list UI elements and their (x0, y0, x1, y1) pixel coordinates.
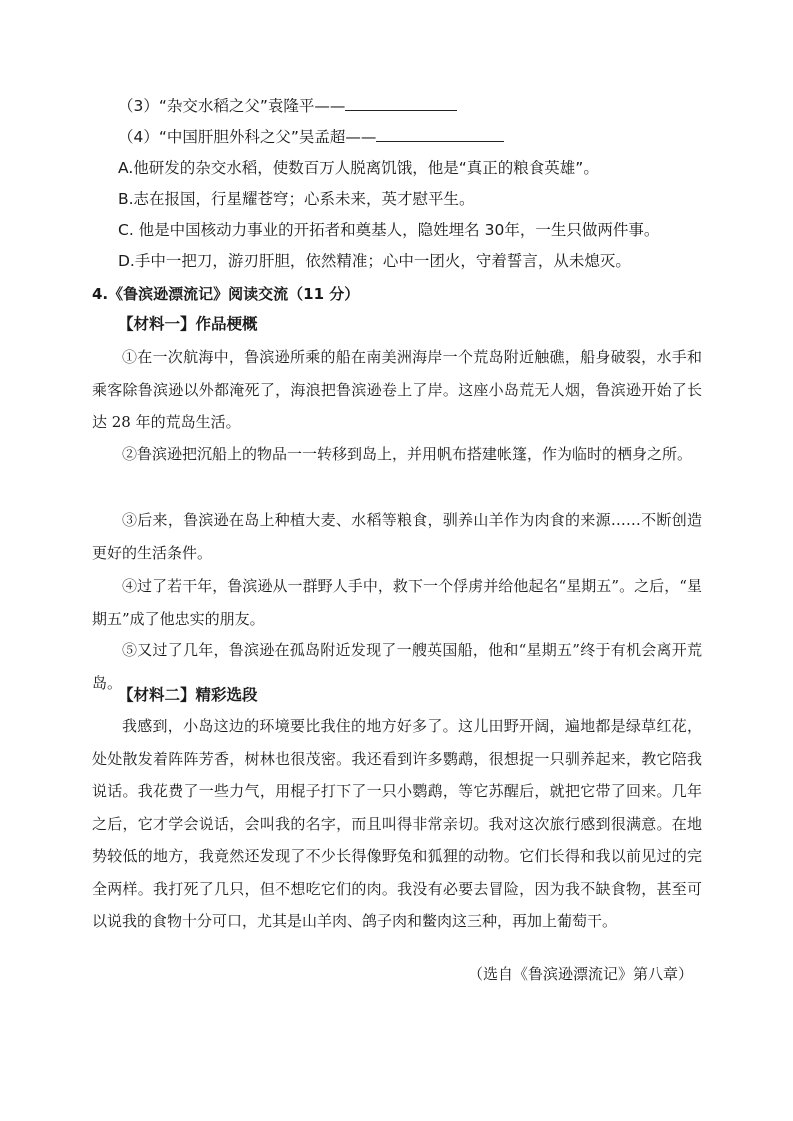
material1-paragraph-2: ②鲁滨逊把沉船上的物品一一转移到岛上，并用帆布搭建帐篷，作为临时的栖身之所。 (122, 445, 693, 463)
material1-paragraph-3: ③后来，鲁滨逊在岛上种植大麦、水稻等粮食，驯养山羊作为肉食的来源……不断创造更好的生活条件。 (92, 511, 702, 562)
material2-source: （选自《鲁滨逊漂流记》第八章） (467, 965, 693, 983)
answer-blank-3[interactable] (345, 95, 457, 111)
answer-blank-4[interactable] (376, 126, 504, 142)
fill-item-4-text: （4）“中国肝胆外科之父”吴孟超—— (118, 128, 377, 146)
fill-item-3 (118, 95, 457, 117)
material1-paragraph-1: ①在一次航海中，鲁滨逊所乘的船在南美洲海岸一个荒岛附近触礁，船身破裂，水手和乘客除鲁滨逊以外都淹死了，海浪把鲁滨逊卷上了岸。这座小岛荒无人烟，鲁滨逊开始了长达 28 年的荒岛生活。 (92, 348, 702, 431)
material1-paragraph-4: ④过了若干年，鲁滨逊从一群野人手中，救下一个俘虏并给他起名“星期五”。之后，“星期五”成了他忠实的朋友。 (92, 577, 702, 628)
fill-item-4 (118, 126, 504, 148)
material1-heading: 【材料一】作品梗概 (118, 315, 258, 333)
question-title: 4.《鲁滨逊漂流记》阅读交流（11 分） (92, 285, 360, 303)
material2-passage: 我感到，小岛这边的环境要比我住的地方好多了。这儿田野开阔，遍地都是绿草红花，处处散发着阵阵芳香，树林也很茂密。我还看到许多鹦鹉，很想捉一只驯养起来，教它陪我说话。我花费了一些力气，用棍子打下了一只小鹦鹉，等它苏醒后，就把它带了回来。几年之后，它才学会说话，会叫我的名字，而且叫得非常亲切。我对这次旅行感到很满意。在地势较低的地方，我竟然还发现了不少长得像野兔和狐狸的动物。它们长得和我以前见过的完全两样。我打死了几只，但不想吃它们的肉。我没有必要去冒险，因为我不缺食物，甚至可以说我的食物十分可口，尤其是山羊肉、鸽子肉和鳖肉这三种，再加上葡萄干。 (92, 717, 702, 930)
option-a: A.他研发的杂交水稻，使数百万人脱离饥饿，他是“真正的粮食英雄”。 (118, 159, 599, 177)
fill-item-3-text: （3）“杂交水稻之父”袁隆平—— (118, 97, 346, 115)
option-b: B.志在报国，行星耀苍穹；心系未来，英才慰平生。 (118, 190, 475, 208)
material1-paragraph-5: ⑤又过了几年，鲁滨逊在孤岛附近发现了一艘英国船，他和“星期五”终于有机会离开荒岛。 (92, 641, 702, 692)
material2-heading: 【材料二】精彩选段 (118, 686, 258, 704)
option-c: C. 他是中国核动力事业的开拓者和奠基人，隐姓埋名 30年，一生只做两件事。 (118, 221, 660, 239)
option-d: D.手中一把刀，游刃肝胆，依然精准；心中一团火，守着誓言，从未熄灭。 (118, 252, 631, 270)
